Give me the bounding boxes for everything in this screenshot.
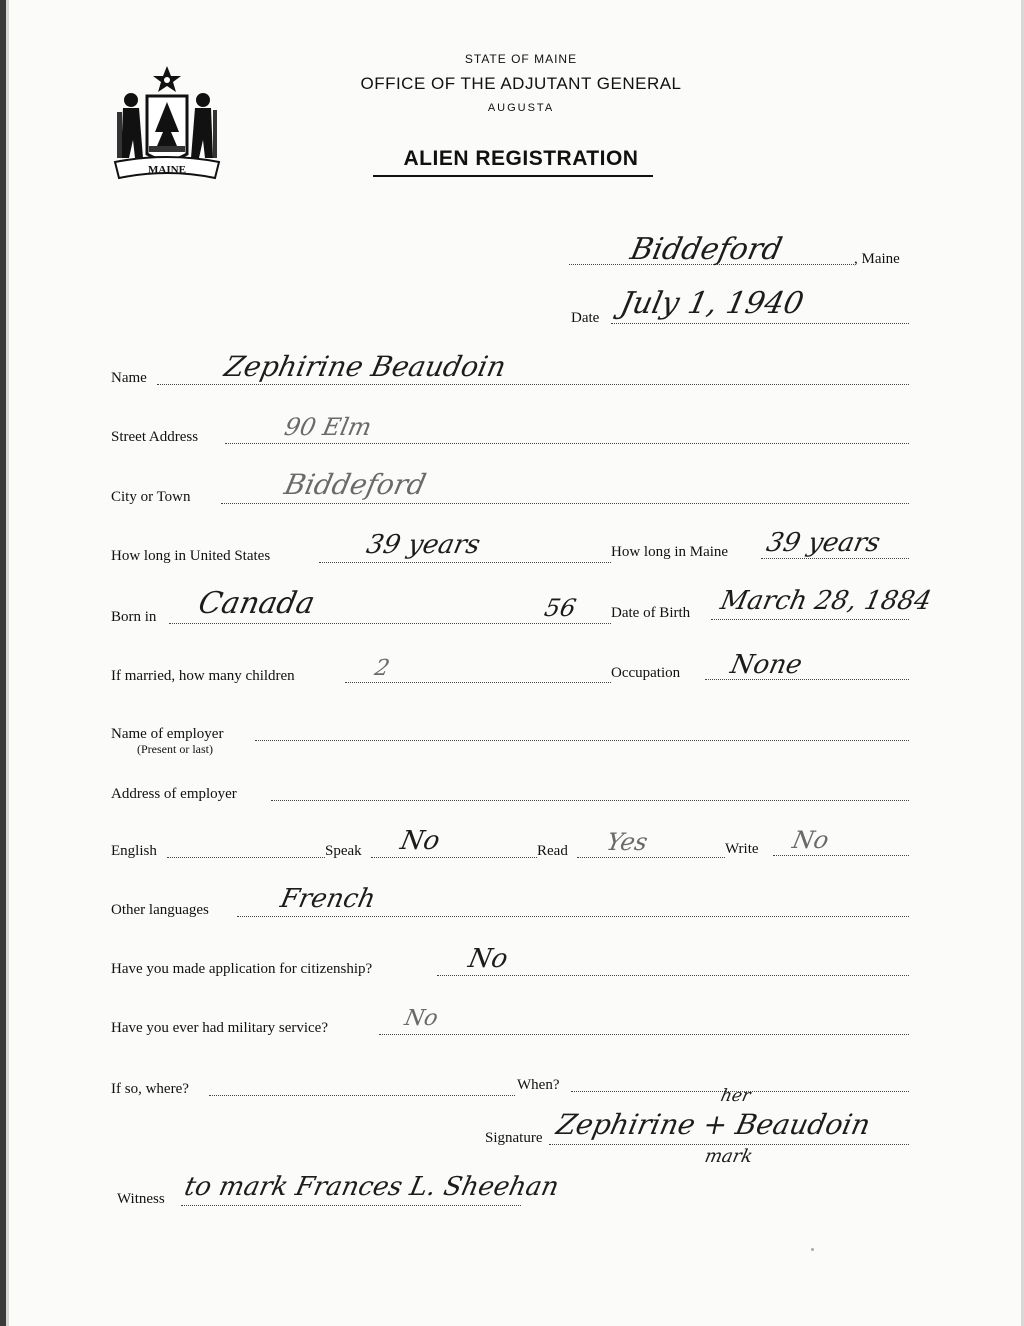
town-entry: Biddeford bbox=[627, 232, 786, 267]
name-entry: Zephirine Beaudoin bbox=[221, 350, 509, 383]
employer-sublabel: (Present or last) bbox=[137, 742, 213, 756]
signature-entry: Zephirine + Beaudoin bbox=[553, 1108, 874, 1141]
age-entry: 56 bbox=[542, 594, 579, 622]
header-office: OFFICE OF THE ADJUTANT GENERAL bbox=[360, 74, 682, 93]
other-languages-entry: French bbox=[277, 884, 379, 914]
employer-address-line bbox=[271, 800, 909, 801]
military-line bbox=[379, 1034, 909, 1035]
children-entry: 2 bbox=[372, 656, 392, 681]
occupation-entry: None bbox=[727, 650, 805, 680]
other-languages-line bbox=[237, 916, 909, 917]
witness-entry: to mark Frances L. Sheehan bbox=[181, 1172, 562, 1202]
read-label: Read bbox=[537, 843, 568, 859]
english-line bbox=[167, 857, 325, 858]
city-label: City or Town bbox=[111, 489, 191, 505]
date-line bbox=[611, 323, 909, 324]
maine-long-label: How long in Maine bbox=[611, 544, 729, 560]
header-city: AUGUSTA bbox=[487, 102, 555, 114]
signature-line bbox=[549, 1144, 909, 1145]
citizenship-entry: No bbox=[465, 944, 511, 974]
signature-her: her bbox=[718, 1086, 753, 1106]
dob-label: Date of Birth bbox=[611, 605, 691, 621]
header-state: STATE OF MAINE bbox=[464, 52, 578, 66]
when-label: When? bbox=[517, 1077, 560, 1093]
military-entry: No bbox=[402, 1006, 441, 1031]
occupation-label: Occupation bbox=[611, 665, 681, 681]
paper-speck bbox=[811, 1248, 814, 1251]
name-label: Name bbox=[111, 370, 147, 386]
other-languages-label: Other languages bbox=[111, 902, 209, 918]
born-in-label: Born in bbox=[111, 609, 157, 625]
children-label: If married, how many children bbox=[111, 668, 295, 684]
city-line bbox=[221, 503, 909, 504]
city-entry: Biddeford bbox=[281, 468, 429, 501]
speak-label: Speak bbox=[325, 843, 362, 859]
us-long-line bbox=[319, 562, 611, 563]
us-long-entry: 39 years bbox=[363, 530, 483, 560]
date-entry: July 1, 1940 bbox=[617, 286, 807, 321]
speak-entry: No bbox=[397, 826, 443, 856]
speak-line bbox=[371, 857, 537, 858]
write-label: Write bbox=[725, 841, 759, 857]
where-line bbox=[209, 1095, 515, 1096]
maine-long-line bbox=[761, 558, 909, 559]
signature-mark: mark bbox=[702, 1146, 755, 1167]
title-underline bbox=[373, 175, 653, 177]
name-line bbox=[157, 384, 909, 385]
maine-long-entry: 39 years bbox=[763, 528, 883, 558]
born-in-entry: Canada bbox=[195, 586, 318, 621]
witness-label: Witness bbox=[117, 1191, 165, 1207]
street-line bbox=[225, 443, 909, 444]
english-label: English bbox=[111, 843, 157, 859]
born-in-line bbox=[169, 623, 611, 624]
military-label: Have you ever had military service? bbox=[111, 1020, 328, 1036]
seal-motto: MAINE bbox=[148, 164, 186, 176]
street-label: Street Address bbox=[111, 429, 199, 445]
dob-line bbox=[711, 619, 909, 620]
employer-address-label: Address of employer bbox=[111, 786, 237, 802]
write-line bbox=[773, 855, 909, 856]
date-label: Date bbox=[571, 310, 600, 326]
dob-entry: March 28, 1884 bbox=[717, 586, 935, 616]
children-line bbox=[345, 682, 611, 683]
employer-line bbox=[255, 740, 909, 741]
write-entry: No bbox=[790, 826, 832, 854]
registration-form-page bbox=[6, 0, 1024, 1326]
citizenship-line bbox=[437, 975, 909, 976]
form-title: ALIEN REGISTRATION bbox=[403, 147, 639, 170]
us-long-label: How long in United States bbox=[111, 548, 271, 564]
signature-label: Signature bbox=[485, 1130, 543, 1146]
where-label: If so, where? bbox=[111, 1081, 189, 1097]
employer-label: Name of employer bbox=[111, 726, 224, 742]
witness-line bbox=[181, 1205, 521, 1206]
street-entry: 90 Elm bbox=[282, 413, 375, 441]
maine-label: , Maine bbox=[854, 251, 900, 267]
citizenship-label: Have you made application for citizenship? bbox=[111, 961, 373, 977]
read-line bbox=[577, 857, 725, 858]
read-entry: Yes bbox=[604, 828, 651, 856]
